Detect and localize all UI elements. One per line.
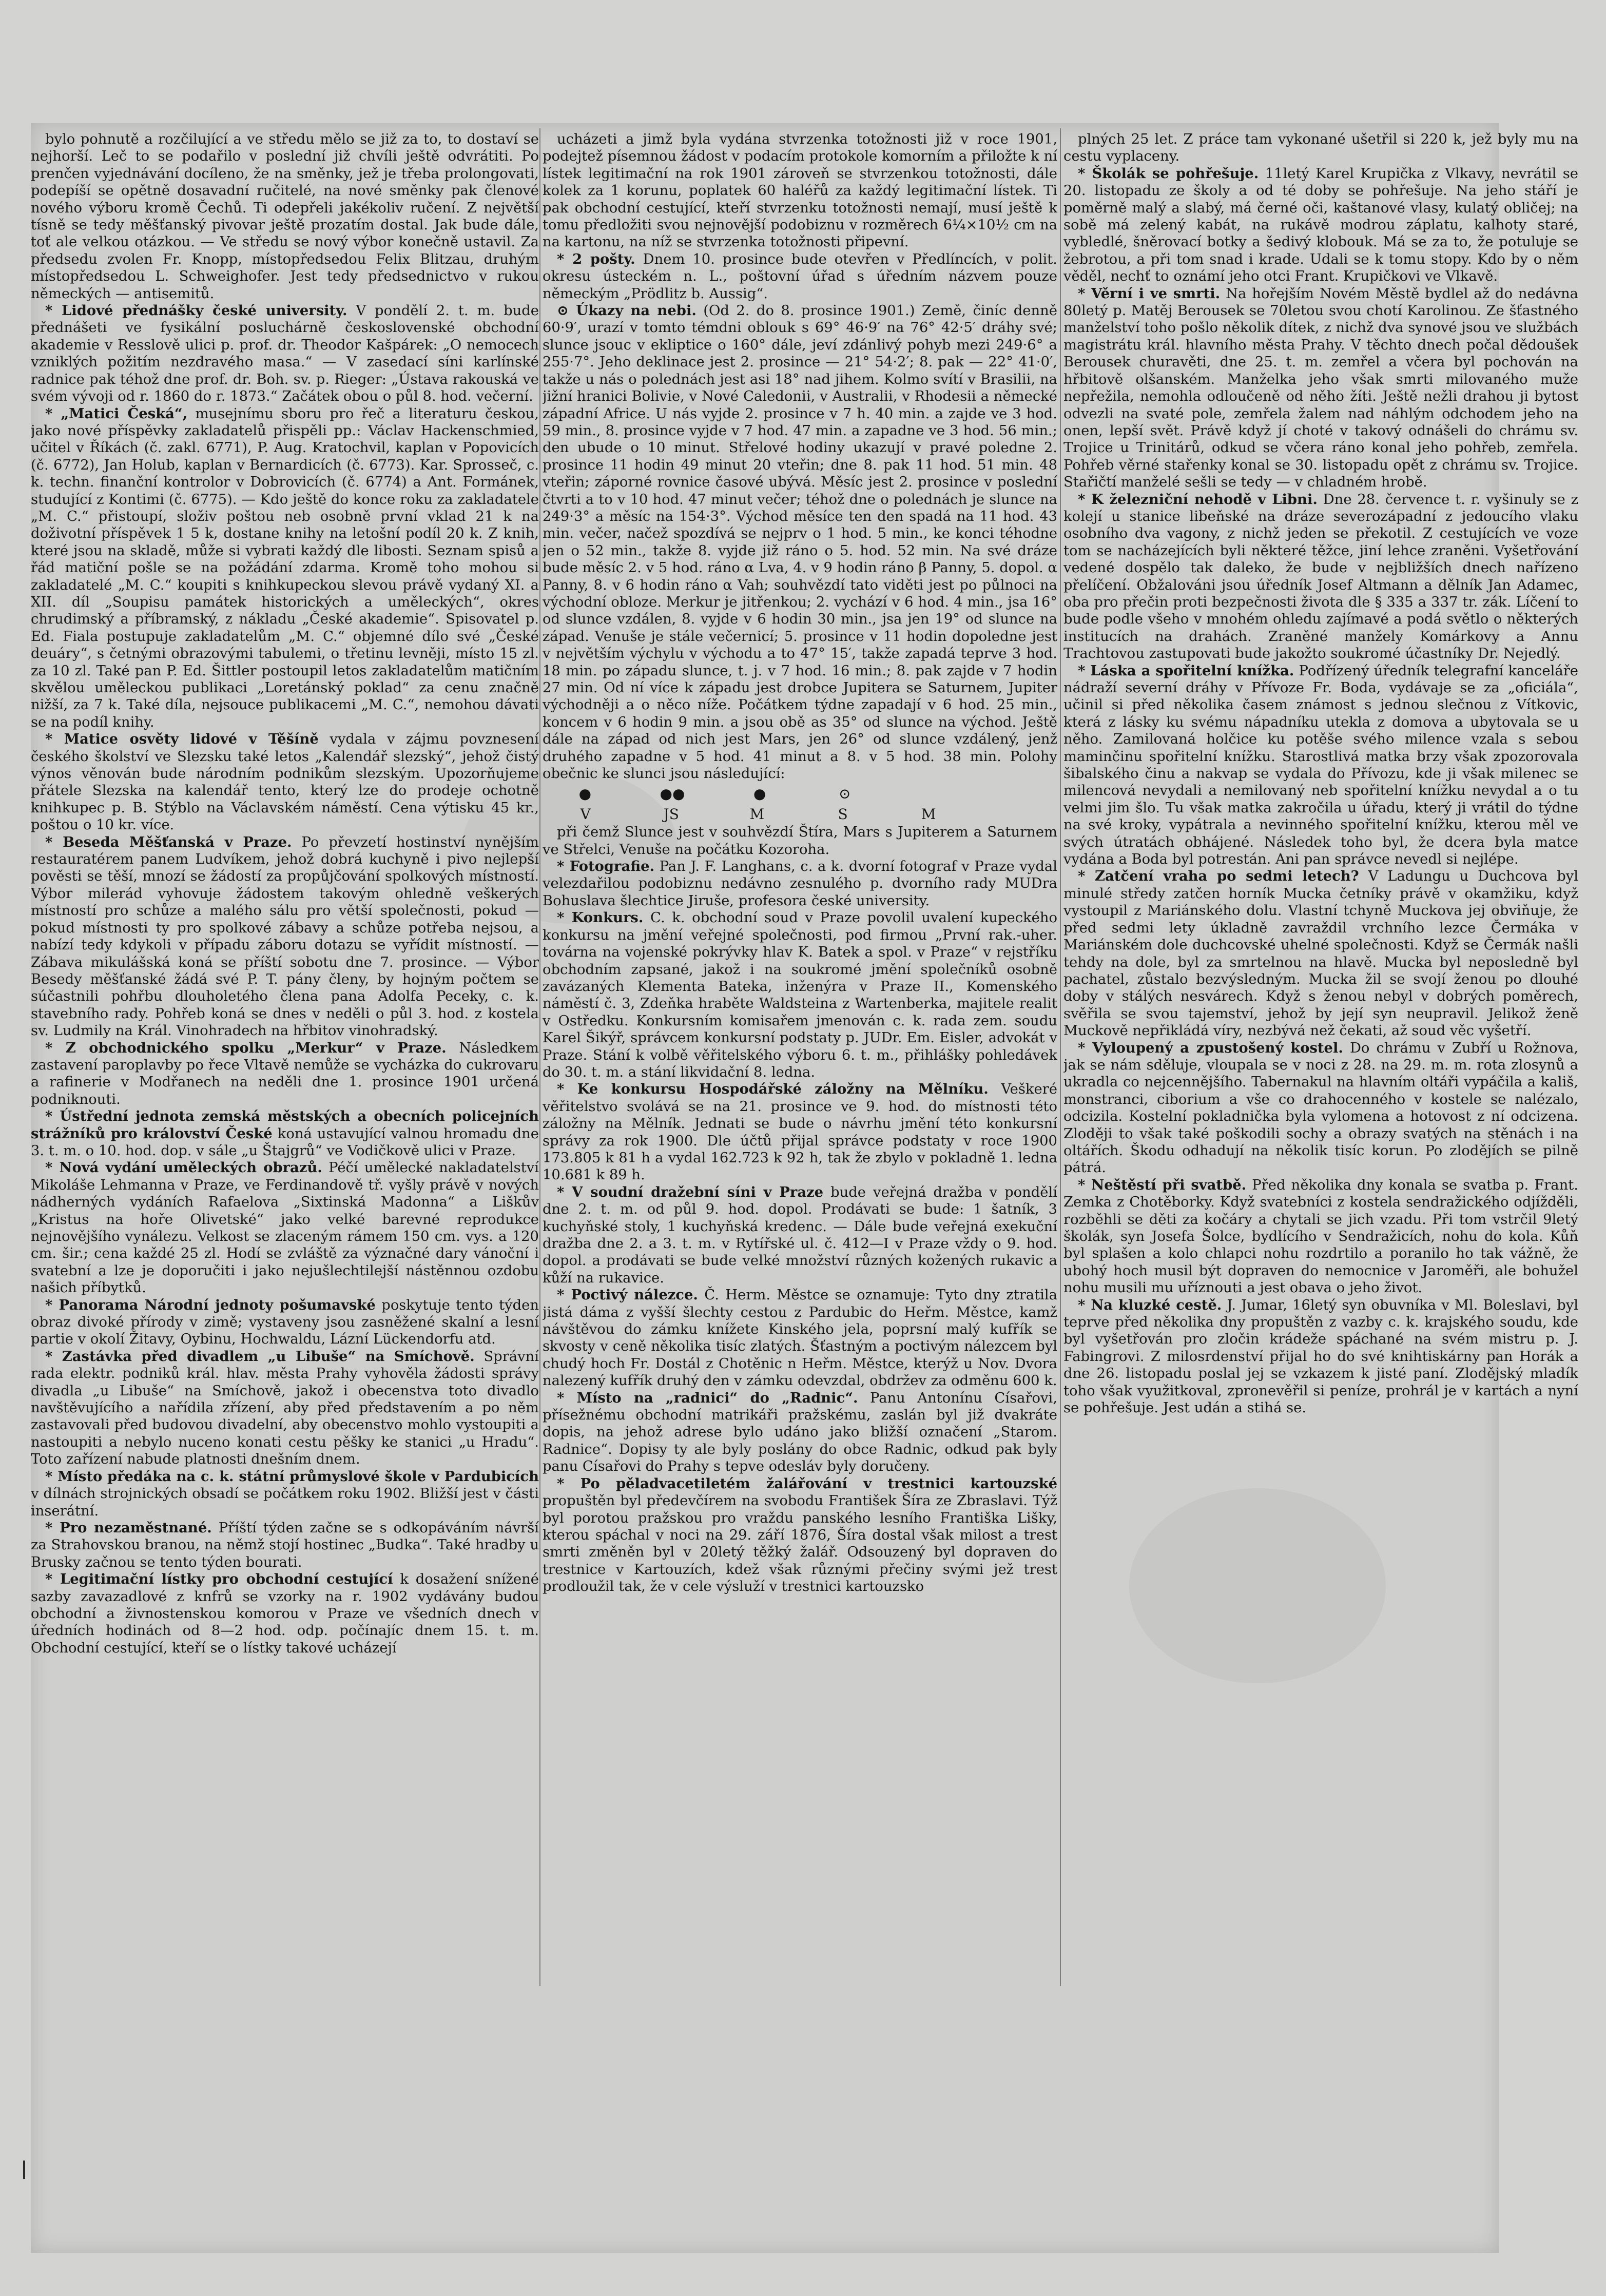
article-heading: * V soudní dražební síni v Praze [557,1183,824,1200]
article-paragraph [1063,868,1578,1039]
article-heading: * Pro nezaměstnané. [45,1519,212,1536]
planet-constellation: S [838,805,848,823]
article-text: Dne 28. července t. r. vyšinuly se z kolejí u stanice libeňské na dráze severozápadní z jedoucího vlaku osobního dva vagony, z nichž jeden se překotil. Z cestujících ve voze tom se nacházejících byli některé těžce, jiní lehce zraněni. Vyšetřování vedené dospělo tak daleko, že bude v nejbližších dnech nařízeno přelíčení. Obžalováni jsou úředník Josef Altmann a dělník Jan Adamec, oba pro přečin proti bezpečnosti života dle § 335 a 337 tr. zák. Líčení to bude podle všeho v mnohém ohledu zajímavé a podá světlo o některých institucích na drahách. Zraněné manžely Komárkovy a Annu Trachtovou zastupovati bude jakožto soukromé účastníky Dr. Nejedlý. [1063,491,1578,662]
planet-symbol: ●● [660,785,685,803]
article-text: Péčí umělecké nakladatelství Mikoláše Lehmanna v Praze, ve Ferdinandově tř. vyšly právě v nových nádherných vydáních Rafaelova „Sixtinská Madonna“ a Liškův „Kristus na hoře Olivetské“ jako velké barevné reprodukce nejnovějšího vynálezu. Velkost se zlaceným rámem 150 cm. vys. a 120 cm. šir.; cena každé 25 zl. Hodí se zvláště za význačné dary vánoční i svatební a lze je doporučiti i jako nejušlechtilejší nástěnnou ozdobu našich příbytků. [31,1160,539,1296]
article-text: při čemž Slunce jest v souhvězdí Štíra, Mars s Jupiterem a Saturnem ve Střelci, Venuše na počátku Kozoroha. [543,824,1057,858]
article-paragraph [31,1108,539,1159]
article-paragraph [31,1297,539,1348]
article-paragraph [31,731,539,833]
planet-constellation [1004,806,1024,823]
article-paragraph [543,131,1057,251]
article-text: propuštěn byl předevčírem na svobodu František Šíra ze Zbraslavi. Týž byl porotou pražskou pro vraždu panského lesního Františka Lišky, kterou spáchal v noci na 29. září 1876, Šíra dostal však milost a trest smrti změněn byl v 20letý těžký žalář. Odsouzený byl dopraven do trestnice v Kartouzích, kdež však různými přečiny svými jež trest prodloužil tak, že v cele výsluží v trestnici kartouzsko [543,1493,1057,1595]
article-text: Podřízený úředník telegrafní kanceláře nádraží severní dráhy v Přívoze Fr. Boda, vydávaje se za „oficiála“, učinil si před několika časem známost s jednou slečnou z Vítkovic, která z lásky ku svému nápadníku utekla z domova a ubytovala se u něho. Zamilovaná holčice ku potěše svého milence vzala s sebou maminčinu spořitelní knížku. Starostlivá matka brzy však zpozorovala šibalského činu a nakvap se vydala do Přívozu, kde ji však milenec se milencová nevydali a nemilovaný neb spořitelní knížku nevydal a o tu velmi jim šlo. Tu však matka zakročila u úřadu, který ji vrátil do týdne na své kroky, vypátrala a nevinného spořitelní knížku, kterou měl ve svých útratách obhájené. Následek toho byl, že dcera byla matce vydána a Boda byl potrestán. Ani pan správce nevedl si nejlépe. [1063,663,1578,868]
article-paragraph [31,1571,539,1657]
article-text: Veškeré věřitelstvo svolává se na 21. prosince ve 9. hod. do místnosti této záložny na Mělník. Jednati se bude o návrhu jmění této konkursní správy za rok 1900. Dle účtů přijal správce podstaty v roce 1900 173.805 k 81 h a vydal 162.723 k 92 h, tak že zbylo v pokladně 1. ledna 10.681 k 89 h. [543,1081,1057,1183]
article-text: Příští týden začne se s odkopáváním návrší za Strahovskou branou, na němž stojí hostinec „Budka“. Také hradby u Brusky začnou se tento týden bourati. [31,1520,539,1570]
article-text: v dílnách strojnických obsadí se počátkem roku 1902. Bližší jest v části inserátní. [31,1486,539,1519]
planet-symbol [1004,785,1025,802]
article-heading: * Zastávka před divadlem „u Libuše“ na Smíchově. [45,1348,475,1365]
article-paragraph [543,1081,1057,1183]
planet-constellation: M [921,805,936,823]
article-text: C. k. obchodní soud v Praze povolil uvalení kupeckého konkursu na jmění veřejné společnosti, pod firmou „První rak.-uher. továrna na vojenské pokrývky hlav K. Batek a spol. v Praze“ v rejstříku obchodním zapsané, jakož i na soukromé jmění společníků osobně zavázaných Klementa Bateka, inženýra v Praze II., Komenského náměstí č. 3, Zdeňka hraběte Waldsteina z Wartenberka, majitele realit v Ostředku. Konkursním komisařem jmenován c. k. rada zem. soudu Karel Šikýř, správcem konkursní podstaty p. JUDr. Em. Eisler, advokát v Praze. Stání k volbě věřitelského výboru 6. t. m., přihlášky pohledávek do 30. t. m. a stání likvidační 8. ledna. [543,910,1057,1080]
article-heading: * Panorama Národní jednoty pošumavské [45,1296,376,1313]
planet-symbol [919,785,940,802]
article-text: bude veřejná dražba v pondělí dne 2. t. m. od půl 9. hod. dopol. Prodávati se bude: 1 šatník, 3 kuchyňské stoly, 1 kuchyňská kredenc. — Dále bude veřejná exekuční dražba dne 2. a 3. t. m. v Rytířské ul. č. 412—I v Praze vždy o 9. hod. dopol. a prodávati se bude velké množství různých kožených rukavic a kůží na rukavice. [543,1184,1057,1286]
article-paragraph [31,1040,539,1108]
article-text: Pan J. F. Langhans, c. a k. dvorní fotograf v Praze vydal velezdařilou podobiznu nedávno zesnulého p. dvorního rady MUDra Bohuslava šlechtice Jiruše, profesora české university. [543,859,1057,909]
article-text: V pondělí 2. t. m. bude přednášeti ve fysikální posluchárně československé obchodní akademie v Resslově ulici p. prof. dr. Theodor Kašpárek: „O nemocech vzniklých požitím nezdravého masa.“ — V zasedací síni karlínské radnice pak téhož dne prof. dr. Boh. sv. p. Rieger: „Ústava rakouská ve svém vývoji od r. 1860 do r. 1873.“ Začátek obou o půl 8. hod. večerní. [31,303,539,405]
article-heading: * Po pěladvacetiletém žalářování v trestnici kartouzské [557,1475,1057,1492]
planet-symbol-row [543,785,1057,802]
column-rule [539,128,540,1986]
article-heading: * Školák se pohřešuje. [1078,165,1259,182]
article-text: koná ustavující valnou hromadu dne 3. t. m. o 10. hod. dop. v sále „u Štajgrů“ ve Vodičkově ulici v Praze. [31,1125,539,1159]
article-paragraph [543,251,1057,302]
planet-constellation-row [543,806,1057,823]
article-paragraph [1063,165,1578,285]
article-paragraph [543,1390,1057,1475]
article-paragraph [543,1184,1057,1287]
article-heading: * Místo předáka na c. k. státní průmyslové škole v Pardubicích [45,1468,539,1485]
article-text: Po převzetí hostinství nynějším restauratérem panem Ludvíkem, jehož dobrá kuchyně i pivo nejlepší pověsti se těší, mnozí se žádostí za propůjčování spolkových místností. Výbor milerád vyhovuje žádostem takovým ohledně veškerých místností pro schůze a malého sálu pro větší společnosti, pokud — pokud místnosti ty pro spolkové zábavy a schůze potřeba nejsou, a nabízí tedy kdykoli v případu záboru dotazu se vyřídit místností. — Zábava mikulášská koná se příští sobotu dne 7. prosince. — Výbor Besedy měšťanské žádá své P. T. pány členy, by hojným počtem se súčastnili pohřbu dlouholetého člena pana Adolfa Peceky, c. k. stavebního rady. Pohřeb koná se dnes v neděli o půl 3. hod. z kostela sv. Ludmily na Král. Vinohradech na hřbitov vinohradský. [31,834,539,1039]
article-paragraph [543,909,1057,1081]
article-paragraph [31,131,539,302]
article-text: V Ladungu u Duchcova byl minulé středy zatčen horník Mucka četníky právě v okamžiku, když vystoupil z Mariánského dolu. Vlastní tchyně Muckova jej obviňuje, že před sedmi lety úkladně zavraždil vrchního lezce Čermáka v Mariánském dole duchcovské uhelné společnosti. Když se Čermák našli tehdy na dole, byl za smrtelnou na hlavě. Mucka byl neposledně byl pachatel, zůstalo bezvýsledným. Mucka žil se svojí ženou po dlouhé doby v stálých nesvárech. Když s ženou nebyl v dobrých poměrech, svěřila se svou tajemství, jehož by její syn neupravil. Jelikož ženě Muckově nepřikládá víry, nezbývá než čekati, až soud věc vyšetří. [1063,868,1578,1039]
margin-mark [23,2161,25,2179]
article-paragraph [31,1348,539,1468]
article-text: bylo pohnutě a rozčilující a ve středu mělo se již za to, to dostaví se nejhorší. Leč to se podařilo v poslední již chvíli ještě odvrátiti. Po prenčen vyjednávání docíleno, že na směnky, jež je třeba prolongovati, podepíší se opětně dosavadní ručitelé, na nové směnky pak členové nového výboru kromě Čechů. Ti odepřeli jakékoliv ručení. Z největší tísně se tedy měšťanský pivovar ještě prozatím dostal. Jak bude dále, toť ale velkou otázkou. — Ve středu se nový výbor konečně ustavil. Za předsedu zvolen Fr. Knopp, místopředsedou Felix Blitzau, druhým místopředsedou L. Schweighofer. Jest tedy předsednictvo v rukou německých — antisemitů. [31,131,539,302]
article-heading: * Z obchodnického spolku „Merkur“ v Praze. [45,1039,447,1056]
article-heading: * Láska a spořitelní knížka. [1078,662,1294,679]
article-text: Dnem 10. prosince bude otevřen v Předlíncích, v polit. okresu ústeckém n. L., poštovní úřad s úředním názvem pouze německým „Prödlitz b. Aussig“. [543,251,1057,302]
article-paragraph [543,302,1057,782]
article-paragraph [31,405,539,731]
planet-symbol: ⊙ [839,785,851,803]
article-text: musejnímu sboru pro řeč a literaturu českou, jako nové příspěvky zakladatelů přispěli pp.: Václav Hackenschmied, učitel v Říkách (č. zakl. 6771), P. Aug. Kratochvil, kaplan v Popovicích (č. 6772), Jan Holub, kaplan v Bernardicích (č. 6773). Kar. Sprosseč, c. k. techn. finanční kontrolor v Dobrovicích (č. 6774) a Ant. Formánek, studující z Kontimi (č. 6775). — Kdo ještě do konce roku za zakladatele „M. C.“ přistoupí, složiv poštou neb osobně první vklad 21 k na doživotní příspěvek 1 5 k, dostane knihy na letošní podíl 20 k. Z knih, které jsou na skladě, může si vybrati každý dle libosti. Seznam spisů a řád matiční pošle se na požádání zdarma. Kromě toho mohou si zakladatelé „M. C.“ koupiti s knihkupeckou slevou právě vydaný XI. a XII. díl „Soupisu památek historických a uměleckých“, okres chrudimský a příbramský, z nákladu „České akademie“. Spisovatel p. Ed. Fiala postupuje zakladatelům „M. C.“ objemné dílo své „České deuáry“, s četnými obrazovými tabulemi, o třetinu levněji, místo 15 zl. za 10 zl. Také pan P. Ed. Šittler postoupil letos zakladatelům matičním skvělou uměleckou publikaci „Loretánský poklad“ za cenu značně nižší, za 7 k. Také díla, nejsouce publikacemi „M. C.“, nemohou dávati se na podíl knihy. [31,405,539,730]
column-3 [1063,131,1578,2184]
article-text: ucházeti a jimž byla vydána stvrzenka totožnosti již v roce 1901, podejtež písemnou žádost v podacím protokole komorním a přiložte k ní lístek legitimační na rok 1901 zároveň se stvrzenkou totožnosti, dále kolek za 1 korunu, poplatek 60 haléřů za každý legitimační lístek. Ti pak obchodní cestující, kteří stvrzenku totožnosti nemají, musí ještě k tomu předložiti svou nejnovější podobiznu v rozměrech 6¼×10½ cm na na kartonu, na níž se stvrzenka totožnosti připevní. [543,131,1057,250]
article-text: Panu Antonínu Císařovi, přísežnému obchodní matrikáři pražskému, zaslán byl již dvakráte dopis, na jehož adrese bylo udáno jako bližší označení „Starom. Radnice“. Dopisy ty ale byly poslány do obce Radnic, odkud pak byly panu Císařovi do Prahy s tepve odesláv byly doručeny. [543,1390,1057,1475]
article-text: (Od 2. do 8. prosince 1901.) Země, činíc denně 60·9′, urazí v tomto témdni oblouk s 69° 46·9′ na 76° 42·5′ dráhy své; slunce jsouc v ekliptice o 160° dále, jeví zdánlivý pohyb mezi 249·6° a 255·7°. Jeho deklinace jest 2. prosince — 21° 54·2′; 8. pak — 22° 41·0′, takže u nás o polednách jest asi 18° nad jihem. Kolmo svítí v Brasilii, na jižní hranici Bolivie, v Nové Caledonii, v Australii, v Rhodesii a německé západní Africe. U nás vyjde 2. prosince v 7 h. 40 min. a zajde ve 3 hod. 59 min., 8. prosince vyjde v 7 hod. 47 min. a zapadne ve 3 hod. 56 min.; den ubude o 10 minut. Střelové hodiny ukazují v pravé poledne 2. prosince 11 hodin 49 minut 20 vteřin; dne 8. pak 11 hod. 51 min. 48 vteřin; záporné rovnice časové ubývá. Měsíc jest 2. prosince v poslední čtvrti a to v 10 hod. 47 minut večer; téhož dne o polednách je slunce na 249·3° a měsíc na 154·3°. Východ měsíce ten den spadá na 11 hod. 43 min. večer, načež spozdívá se nejprv o 1 hod. 5 min., ke konci téhodne jen o 52 min., takže 8. vyjde již ráno o 5. hod. 52 min. Na své dráze bude měsíc 2. v 5 hod. ráno α Lva, 4. v 9 hodin ráno β Panny, 5. dopol. α Panny, 8. v 6 hodin ráno α Vah; souhvězdí tato viděti jest po půlnoci na východní obloze. Merkur je jitřenkou; 2. vychází v 6 hod. 4 min., jsa 16° od slunce vzdálen, 8. vyjde v 6 hodin 30 min., jsa jen 19° od slunce na západ. Venuše je stále večernicí; 5. prosince v 11 hodin dopoledne jest v největším výchylu v východu a to 47° 15′, takže zapadá teprve 3 hod. 18 min. po západu slunce, t. j. v 7 hod. 16 min.; 8. pak zajde v 7 hodin 27 min. Od ní více k západu jest drobce Jupitera se Saturnem, Jupiter východněji a o něco níže. Počátkem týdne zapadají v 6 hod. 25 min., koncem v 6 hodin 9 min. a jsou obě as 35° od slunce na východ. Ještě dále na západ od nich jest Mars, jen 26° od slunce vzdálený, jenž druhého zapadne v 5 hod. 41 minut a 8. v 5 hod. 38 min. Polohy obečnic ke slunci jsou následující: [543,303,1057,782]
article-text: Č. Herm. Městce se oznamuje: Tyto dny ztratila jistá dáma z vyšší šlechty cestou z Pardubic do Heřm. Městce, kamž návštěvou do zámku knížete Kinského jela, poprsní malý kufřík se skvosty v ceně několika tisíc zlatých. Šťastným a poctivým nálezcem byl chudý hoch Fr. Dostál z Chotěnic n Heřm. Městce, kterýž u Nov. Dvora nalezený kufřík druhý den v zámku odevzdal, obdržev za odměnu 600 k. [543,1287,1057,1389]
article-paragraph [1063,1040,1578,1177]
article-heading: * Na kluzké cestě. [1078,1296,1222,1313]
planet-constellation: JS [663,805,679,823]
article-paragraph [1063,491,1578,663]
article-heading: * Vyloupený a zpustošený kostel. [1078,1039,1343,1056]
article-text: vydala v zájmu povznesení českého školství ve Slezsku také letos „Kalendář slezský“, jehož čistý výnos věnován bude národním podnikům slezským. Upozorňujeme přátele Slezska na kalendář tento, který lze do prodeje ochotně knihkupec p. B. Stýblo na Václavském náměstí. Cena výtisku 45 kr., poštou o 10 kr. více. [31,731,539,833]
article-paragraph [543,824,1057,858]
column-rule [1060,128,1061,1986]
article-heading: * Místo na „radnici“ do „Radnic“. [557,1389,858,1406]
article-heading: * 2 pošty. [557,250,635,267]
article-heading: * Neštěstí při svatbě. [1078,1176,1247,1193]
article-heading: * Věrní i ve smrti. [1078,285,1221,302]
article-paragraph [1063,1297,1578,1417]
article-heading: * Nová vydání uměleckých obrazů. [45,1159,322,1176]
article-paragraph [31,1468,539,1520]
article-text: Do chrámu v Zubří u Rožnova, jak se nám sděluje, vloupala se v noci z 28. na 29. m. m. rota zlosynů a ukradla co nejcennějšího. Tabernakul na hlavním oltáři vypáčila a kališ, monstranci, ciborium a vše co drahocenného v kostele se nalézalo, odcizila. Kostelní pokladnička byla vylomena a hotovost z ní odcizena. Zloději to však také poškodili sochy a obrazy svatých na stěnách i na oltářích. Škodu odhadují na několik tisíc korun. Po zlodějích se pilně pátrá. [1063,1040,1578,1176]
column-2 [543,131,1057,2184]
article-heading: * K železniční nehodě v Libni. [1078,491,1318,508]
article-heading: * Konkurs. [557,909,644,926]
article-paragraph [31,302,539,405]
planet-constellation: V [580,805,591,823]
article-heading: ⊙ Úkazy na nebi. [557,302,696,319]
article-text: 11letý Karel Krupička z Vlkavy, nevrátil se 20. listopadu ze školy a od té doby se pohřešuje. Na jeho stáří je poměrně malý a slabý, má černé oči, kaštanové vlasy, kulatý obličej; na sobě má zelený kabát, na rukávě modrou záplatu, kalhoty staré, vybledlé, šněrovací botky a šedivý klobouk. Má se za to, že potuluje se žebrotou, a při tom snad i krade. Udali se k tomu stopy. Kdo by o něm věděl, nechť to oznámí jeho otci Frant. Krupičkovi ve Vlkavě. [1063,165,1578,285]
article-paragraph [1063,663,1578,868]
article-heading: * Zatčení vraha po sedmi letech? [1078,868,1359,885]
article-text: Následkem zastavení paroplavby po řece Vltavě nemůže se vycházka do cukrovaru a rafinerie v Modřanech na neděli dne 1. prosince 1901 určená podniknouti. [31,1040,539,1107]
article-paragraph [543,1287,1057,1389]
article-text: J. Jumar, 16letý syn obuvníka v Ml. Boleslavi, byl teprve před několika dny propuštěn z vazby c. k. krajského soudu, kde byl vyšetřován pro zločin krádeže spáchané na svém mistru p. J. Fabingrovi. Z milosrdenství přijal ho do své knihtiskárny pan Horák a dne 26. listopadu poslal jej se vzkazem k jisté paní. Zlodějský mladík toho však využitkoval, zpronevěřil si peníze, prohrál je v kartách a nyní se pohřešuje. Jest udán a stihá se. [1063,1297,1578,1416]
article-heading: * Ke konkursu Hospodářské záložny na Mělníku. [557,1081,989,1098]
article-text: poskytuje tento týden obraz divoké přírody v zimě; vystaveny jsou zasněžené skalní a lesní partie v okolí Žitavy, Oybinu, Hochwaldu, Lázní Lückendorfu atd. [31,1297,539,1348]
article-paragraph [1063,285,1578,491]
article-heading: * Ústřední jednota zemská městských a obecních policejních strážníků pro království České [31,1108,539,1142]
planet-symbol: ● [753,785,766,803]
article-heading: * Beseda Měšťanská v Praze. [45,833,292,850]
planet-constellation: M [749,805,765,823]
article-paragraph [31,1520,539,1571]
article-paragraph [543,1475,1057,1595]
article-paragraph [543,858,1057,909]
article-paragraph [31,834,539,1040]
article-paragraph [1063,131,1578,165]
article-paragraph [1063,1177,1578,1297]
article-text: plných 25 let. Z práce tam vykonané ušetřil si 220 k, jež byly mu na cestu vyplaceny. [1063,131,1578,165]
article-heading: * „Matici Česká“, [45,405,188,422]
article-heading: * Matice osvěty lidové v Těšíně [45,731,319,748]
article-paragraph [31,1159,539,1296]
article-text: Před několika dny konala se svatba p. Frant. Zemka z Chotěborky. Když svatebníci z kostela sendražického odjížděli, rozběhli se děti za kočáry a chytali se jich vzadu. Při tom vstrčil 9letý školák, syn Josefa Šolce, bydlícího v Sendražicích, nohu do kola. Kůň byl splašen a kolo chlapci nohu rozdrtilo a poranilo ho tak vážně, že ubohý hoch musil být dopraven do nemocnice v Jaroměři, ale bohužel nohu musili mu uříznouti a jest obava o jeho život. [1063,1177,1578,1296]
planet-symbol: ● [578,785,592,803]
article-text: Správní rada elektr. podniků král. hlav. města Prahy vyhověla žádosti správy divadla „u Libuše“ na Smíchově, jakož i obecenstva toto divadlo navštěvujícího a nařídila zřízení, aby před představením a po něm zastavovali před budovou divadelní, aby obecenstvo mohlo vystoupiti a nastoupiti a nebylo nuceno konati cestu pěšky ke stanici „u Hradu“. Toto zařízení nabude platnosti dnešním dnem. [31,1348,539,1468]
article-heading: * Legitimační lístky pro obchodní cestující [45,1571,393,1588]
article-text: k dosažení snížené sazby zavazadlové z knfrů se vzorky na r. 1902 vydávány budou obchodní a živnostenskou komorou v Praze ve všedních dnech v úředních hodinách od 8—2 hod. odp. počínajíc dnem 15. t. m. Obchodní cestující, kteří se o lístky takové ucházejí [31,1571,539,1656]
article-heading: * Fotografie. [557,858,655,875]
article-heading: * Poctivý nálezce. [557,1287,698,1303]
article-text: Na hořejším Novém Městě bydlel až do nedávna 80letý p. Matěj Berousek se 70letou svou chotí Karolinou. Ze šťastného manželství toho pošlo několik dítek, z nichž dva synové jsou ve službách magistrátu král. hlavního města Prahy. V těchto dnech počal dědoušek Berousek churavěti, dne 25. t. m. zemřel a včera byl pochován na hřbitově olšanském. Manželka jeho však smrti milovaného muže nepřežila, nemohla odloučeně od něho žíti. Ještě nežli drahou ji bytost odvezli na svaté pole, zemřela žalem nad náhlým odchodem jeho na onen, lepší svět. Právě když jí choté v takový odnášeli do chrámu sv. Trojice u Trinitárů, odkud se včera ráno konal jeho pohřeb, zemřela. Pohřeb věrné stařenky konal se 30. listopadu opět z chrámu sv. Trojice. Stařičtí manželé sešli se tedy — v chladném hrobě. [1063,285,1578,491]
article-heading: * Lidové přednášky české university. [45,302,347,319]
column-1 [31,131,539,2184]
